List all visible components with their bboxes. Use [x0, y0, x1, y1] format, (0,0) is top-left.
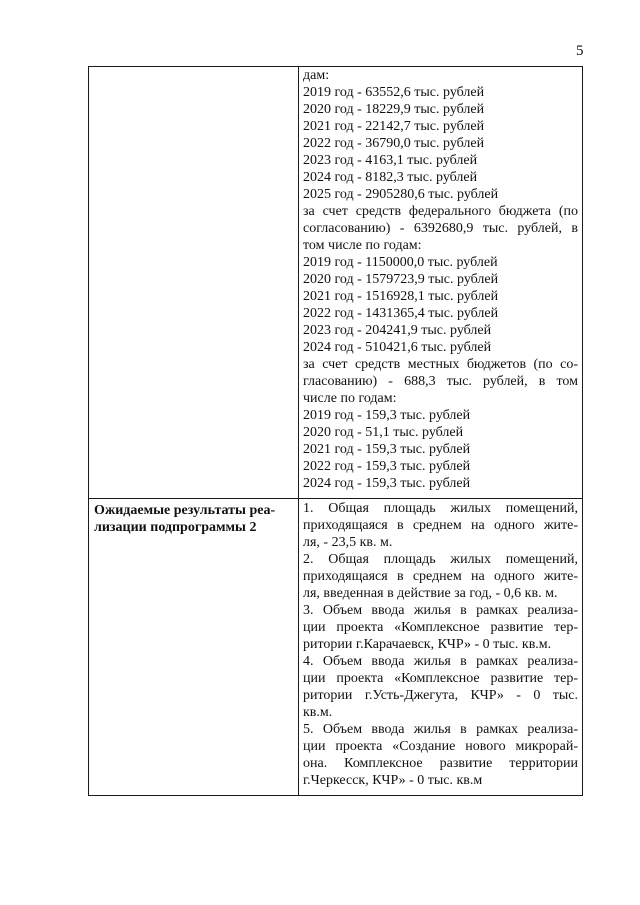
- table-cell-label-expected-results: [89, 499, 299, 795]
- text-line: за счет средств федерального бюджета (по: [303, 204, 578, 219]
- text-line: 1. Общая площадь жилых помещений,: [303, 501, 578, 516]
- text-line: ля, введенная в действие за год, - 0,6 кв. м.: [303, 586, 558, 601]
- text-line: ритории г.Карачаевск, КЧР» - 0 тыс. кв.м.: [303, 637, 552, 652]
- text-line: 2021 год - 1516928,1 тыс. рублей: [303, 289, 499, 304]
- text-line: 2021 год - 22142,7 тыс. рублей: [303, 119, 485, 134]
- text-line: том числе по годам:: [303, 238, 422, 253]
- text-line: 2019 год - 63552,6 тыс. рублей: [303, 85, 485, 100]
- text-line: 2022 год - 159,3 тыс. рублей: [303, 459, 471, 474]
- text-line: 2024 год - 510421,6 тыс. рублей: [303, 340, 492, 355]
- text-line: 3. Объем ввода жилья в рамках реализа-: [303, 603, 578, 618]
- table-cell-expected-results-text: [299, 499, 582, 795]
- text-line: ции проекта «Создание нового микрорай-: [303, 739, 578, 754]
- text-line: 2024 год - 159,3 тыс. рублей: [303, 476, 471, 491]
- text-line: ля, - 23,5 кв. м.: [303, 535, 393, 550]
- text-line: приходящаяся в среднем на одного жите-: [303, 569, 578, 584]
- text-line: 2019 год - 1150000,0 тыс. рублей: [303, 255, 498, 270]
- table-row-financing-continued: [89, 67, 582, 498]
- expected-results-label-line-2: лизации подпрограммы 2: [94, 520, 257, 535]
- text-line: 2023 год - 204241,9 тыс. рублей: [303, 323, 492, 338]
- text-line: 2022 год - 1431365,4 тыс. рублей: [303, 306, 499, 321]
- text-line: 2022 год - 36790,0 тыс. рублей: [303, 136, 485, 151]
- table-cell-label-empty: [89, 67, 299, 498]
- page-number: 5: [576, 43, 584, 59]
- text-line: 2020 год - 18229,9 тыс. рублей: [303, 102, 485, 117]
- text-line: ритории г.Усть-Джегута, КЧР» - 0 тыс.: [303, 688, 578, 703]
- text-line: 2020 год - 51,1 тыс. рублей: [303, 425, 464, 440]
- text-line: 5. Объем ввода жилья в рамках реализа-: [303, 722, 578, 737]
- table-cell-financing-text: [299, 67, 582, 498]
- text-line: г.Черкесск, КЧР» - 0 тыс. кв.м: [303, 773, 483, 788]
- text-line: 2021 год - 159,3 тыс. рублей: [303, 442, 471, 457]
- text-line: гласованию) - 688,3 тыс. рублей, в том: [303, 374, 578, 389]
- text-line: кв.м.: [303, 705, 333, 720]
- text-line: 2019 год - 159,3 тыс. рублей: [303, 408, 471, 423]
- text-line: за счет средств местных бюджетов (по со-: [303, 357, 578, 372]
- text-line: числе по годам:: [303, 391, 397, 406]
- expected-results-label-line-1: Ожидаемые результаты реа-: [94, 503, 276, 518]
- table-row-expected-results: [89, 498, 582, 795]
- text-line: она. Комплексное развитие территории: [303, 756, 578, 771]
- text-line: 2024 год - 8182,3 тыс. рублей: [303, 170, 478, 185]
- text-line: 2025 год - 2905280,6 тыс. рублей: [303, 187, 499, 202]
- text-line: 4. Объем ввода жилья в рамках реализа-: [303, 654, 578, 669]
- text-line: ции проекта «Комплексное развитие тер-: [303, 671, 578, 686]
- text-line: дам:: [303, 68, 330, 83]
- text-line: 2. Общая площадь жилых помещений,: [303, 552, 578, 567]
- text-line: приходящаяся в среднем на одного жите-: [303, 518, 578, 533]
- text-line: ции проекта «Комплексное развитие тер-: [303, 620, 578, 635]
- text-line: 2023 год - 4163,1 тыс. рублей: [303, 153, 478, 168]
- text-line: 2020 год - 1579723,9 тыс. рублей: [303, 272, 499, 287]
- program-table: [88, 66, 583, 796]
- text-line: согласованию) - 6392680,9 тыс. рублей, в: [303, 221, 578, 236]
